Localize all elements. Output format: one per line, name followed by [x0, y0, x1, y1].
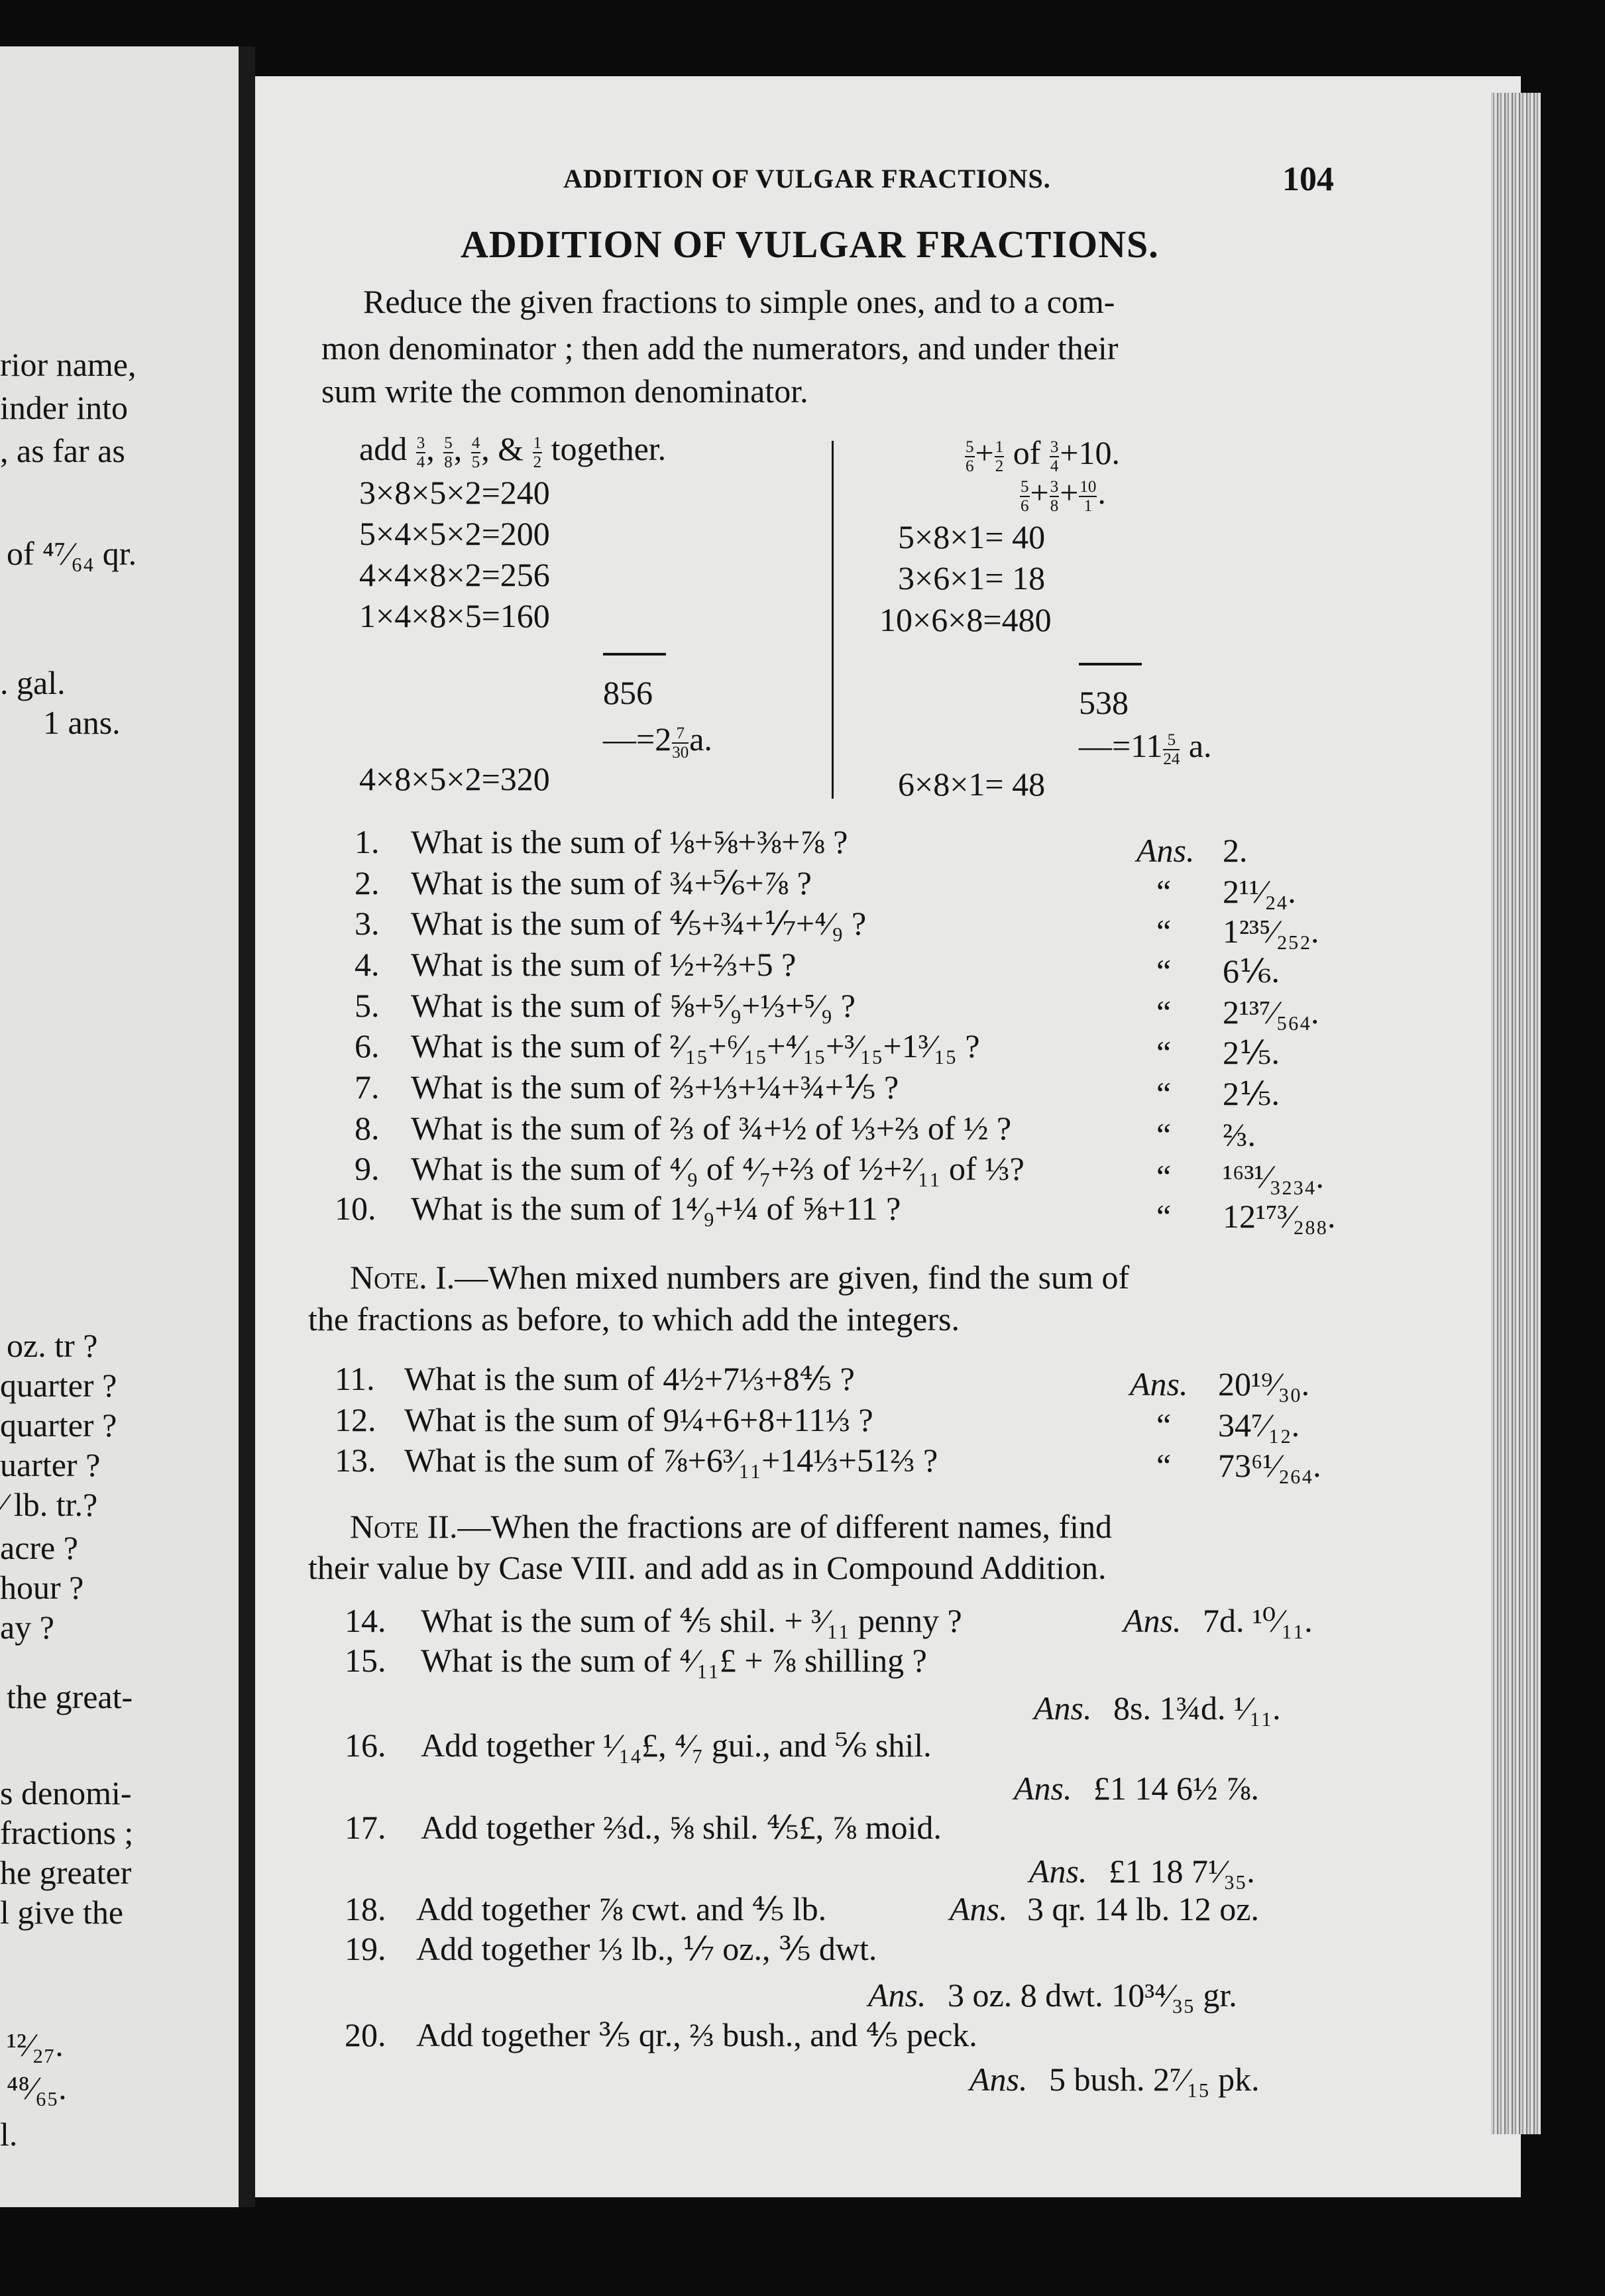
- work-product: 4×4×8×2=256: [359, 556, 550, 593]
- work-product: 1×4×8×5=160: [359, 597, 550, 634]
- question-number: 18.: [345, 1890, 386, 1927]
- left-line: ⁴⁸⁄₆₅.: [7, 2069, 67, 2106]
- example-right-reduced: $\frac{5}{6}$ + $\frac{3}{8}$ + $\frac{10}{1}$ .: [1021, 474, 1106, 515]
- fraction: $\frac{5}{6}$: [966, 437, 974, 475]
- work-sum: 856: [603, 674, 653, 711]
- left-line: uarter ?: [0, 1446, 101, 1483]
- answer: 2.: [1223, 832, 1248, 869]
- work-product: 5×8×1= 40: [898, 518, 1046, 555]
- rule-line: Reduce the given fractions to simple ones, and to a com-: [363, 283, 1115, 320]
- answer: 73⁶¹⁄₂₆₄.: [1218, 1447, 1321, 1484]
- answer-label: Ans.: [1029, 1853, 1087, 1890]
- sum-rule: [603, 653, 666, 656]
- work-product: 10×6×8=480: [879, 601, 1052, 638]
- left-line: ⁄ lb. tr.?: [0, 1486, 98, 1523]
- example-right-statement: $\frac{5}{6}$ + $\frac{1}{2}$ of $\frac{3}{4}$ +10.: [966, 434, 1121, 475]
- question-number: 19.: [345, 1930, 386, 1967]
- answer: 5 bush. 2⁷⁄₁₅ pk.: [1049, 2061, 1260, 2098]
- question-text: Add together ⅓ lb., ⅐ oz., ⅗ dwt.: [416, 1930, 877, 1967]
- question-number: 11.: [335, 1360, 375, 1397]
- answer-label: Ans.: [1123, 1602, 1182, 1639]
- question-text: Add together ¹⁄₁₄£, ⁴⁄₇ gui., and ⅚ shil.: [421, 1727, 932, 1764]
- work-sum: 538: [1079, 684, 1129, 721]
- question-text: What is the sum of ⅔+⅓+¼+¾+⅕ ?: [411, 1068, 899, 1106]
- left-line: ay ?: [0, 1609, 54, 1646]
- left-line: acre ?: [0, 1529, 78, 1566]
- question-number: 7.: [355, 1068, 380, 1106]
- answer: 7d. ¹⁰⁄₁₁.: [1203, 1602, 1313, 1639]
- left-line: oz. tr ?: [7, 1327, 98, 1364]
- fraction: $\frac{3}{4}$: [1050, 437, 1059, 475]
- fraction: $\frac{5}{6}$: [1021, 477, 1029, 515]
- answer: ⅔.: [1223, 1116, 1256, 1153]
- answer: 6⅙.: [1223, 952, 1280, 990]
- left-line: quarter ?: [0, 1406, 117, 1444]
- question-text: What is the sum of ½+⅔+5 ?: [411, 946, 797, 983]
- answer-label: Ans.: [950, 1890, 1008, 1927]
- question-text: What is the sum of ⅝+⁵⁄₉+⅓+⁵⁄₉ ?: [411, 987, 856, 1024]
- page-number: 104: [1282, 160, 1334, 198]
- book-gutter: [239, 46, 255, 2207]
- work-result: —=2 $\frac{7}{30}$ a.: [603, 720, 712, 762]
- question-text: Add together ⅔d., ⅝ shil. ⅘£, ⅞ moid.: [421, 1809, 942, 1846]
- left-line: ¹²⁄₂₇.: [7, 2026, 64, 2063]
- page-title: ADDITION OF VULGAR FRACTIONS.: [461, 223, 1159, 266]
- answer-ditto: “: [1156, 913, 1172, 950]
- answer: 3 qr. 14 lb. 12 oz.: [1027, 1890, 1259, 1927]
- fraction: $\frac{1}{2}$: [533, 433, 542, 471]
- work-denominator: 4×8×5×2=320: [359, 760, 550, 797]
- fraction: $\frac{3}{4}$: [416, 433, 425, 471]
- add-word: add: [359, 430, 408, 467]
- question-text: Add together ⅗ qr., ⅔ bush., and ⅘ peck.: [416, 2016, 977, 2053]
- example-left-statement: add $\frac{3}{4}$ , $\frac{5}{8}$ , $\frac{4}{5}$ , & $\frac{1}{2}$ together.: [359, 430, 667, 471]
- left-line: of ⁴⁷⁄₆₄ qr.: [7, 535, 137, 572]
- question-text: What is the sum of ⅞+6³⁄₁₁+14⅓+51⅔ ?: [404, 1442, 938, 1479]
- answer-ditto: “: [1156, 1034, 1172, 1071]
- question-text: What is the sum of ⅘+¾+⅐+⁴⁄₉ ?: [411, 905, 867, 942]
- question-number: 16.: [345, 1727, 386, 1764]
- left-line: inder into: [0, 389, 129, 426]
- question-number: 4.: [355, 946, 380, 983]
- answer-ditto: “: [1156, 1406, 1172, 1444]
- question-text: What is the sum of ⅘ shil. + ³⁄₁₁ penny ?: [421, 1602, 962, 1639]
- left-line: fractions ;: [0, 1814, 134, 1851]
- fraction: $\frac{5}{8}$: [444, 433, 453, 471]
- question-text: What is the sum of ⁴⁄₉ of ⁴⁄₇+⅔ of ½+²⁄₁₁ of ⅓?: [411, 1150, 1024, 1187]
- note-one: Note. I.—When mixed numbers are given, find the sum of: [350, 1259, 1130, 1296]
- answer: 1²³⁵⁄₂₅₂.: [1223, 913, 1319, 950]
- question-number: 1.: [355, 823, 380, 860]
- left-line: quarter ?: [0, 1367, 117, 1404]
- answer: 34⁷⁄₁₂.: [1218, 1406, 1300, 1444]
- question-number: 15.: [345, 1642, 386, 1679]
- question-number: 14.: [345, 1602, 386, 1639]
- answer-ditto: “: [1156, 1198, 1172, 1235]
- running-title: ADDITION OF VULGAR FRACTIONS.: [563, 164, 1051, 194]
- question-text: What is the sum of ⅔ of ¾+½ of ⅓+⅔ of ½ ?: [411, 1110, 1012, 1147]
- answer-label: Ans.: [1136, 832, 1195, 869]
- answer-label: Ans.: [1014, 1770, 1072, 1807]
- fraction: $\frac{4}{5}$: [471, 433, 480, 471]
- work-product: 3×6×1= 18: [898, 559, 1046, 597]
- question-number: 9.: [355, 1150, 380, 1187]
- answer-ditto: “: [1156, 994, 1172, 1031]
- answer-ditto: “: [1156, 873, 1172, 910]
- question-text: What is the sum of 1⁴⁄₉+¼ of ⅝+11 ?: [411, 1190, 901, 1227]
- answer-ditto: “: [1156, 1158, 1172, 1195]
- answer-label: Ans.: [969, 2061, 1028, 2098]
- question-text: What is the sum of ⅛+⅝+⅜+⅞ ?: [411, 823, 848, 860]
- answer: 3 oz. 8 dwt. 10³⁴⁄₃₅ gr.: [948, 1977, 1237, 2014]
- rule-line: sum write the common denominator.: [321, 373, 808, 410]
- question-number: 8.: [355, 1110, 380, 1147]
- question-number: 6.: [355, 1027, 380, 1064]
- fraction: $\frac{7}{30}$: [672, 724, 689, 762]
- question-number: 5.: [355, 987, 380, 1024]
- answer-ditto: “: [1156, 1116, 1172, 1153]
- question-text: What is the sum of ⁴⁄₁₁£ + ⅞ shilling ?: [421, 1642, 927, 1679]
- left-line: . gal.: [0, 664, 66, 701]
- column-divider: [832, 441, 834, 799]
- work-product: 5×4×5×2=200: [359, 515, 550, 552]
- answer: £1 14 6½ ⅞.: [1093, 1770, 1259, 1807]
- left-line: 1 ans.: [43, 704, 121, 741]
- question-number: 2.: [355, 864, 380, 901]
- question-text: What is the sum of 4½+7⅓+8⅘ ?: [404, 1360, 855, 1397]
- question-number: 3.: [355, 905, 380, 942]
- work-denominator: 6×8×1= 48: [898, 766, 1046, 803]
- fraction: $\frac{10}{1}$: [1079, 477, 1097, 515]
- together-word: together.: [551, 430, 667, 467]
- work-result: —=11 $\frac{5}{24}$ a.: [1079, 727, 1212, 768]
- question-text: What is the sum of ²⁄₁₅+⁶⁄₁₅+⁴⁄₁₅+³⁄₁₅+1³⁄₁₅ ?: [411, 1027, 980, 1064]
- note-one-continued: the fractions as before, to which add the integers.: [308, 1300, 960, 1338]
- answer: 2⅕.: [1223, 1075, 1280, 1112]
- answer-label: Ans.: [1130, 1365, 1188, 1403]
- answer-label: Ans.: [868, 1977, 926, 2014]
- note-label: Note II.: [350, 1508, 458, 1545]
- question-number: 13.: [335, 1442, 376, 1479]
- left-line: hour ?: [0, 1569, 84, 1606]
- page-edge: [1491, 93, 1541, 2134]
- answer: 20¹⁹⁄₃₀.: [1218, 1365, 1310, 1403]
- left-line: he greater: [0, 1854, 132, 1891]
- question-number: 12.: [335, 1401, 376, 1438]
- rule-line: mon denominator ; then add the numerators, and under their: [321, 329, 1119, 367]
- answer-ditto: “: [1156, 1075, 1172, 1112]
- sum-rule: [1079, 663, 1142, 665]
- answer-label: Ans.: [1034, 1690, 1092, 1727]
- answer: 2¹¹⁄₂₄.: [1223, 873, 1296, 910]
- left-line: rior name,: [0, 346, 137, 383]
- left-line: s denomi-: [0, 1774, 132, 1811]
- answer: 8s. 1¾d. ¹⁄₁₁.: [1113, 1690, 1281, 1727]
- note-two-continued: their value by Case VIII. and add as in Compound Addition.: [308, 1549, 1107, 1586]
- question-number: 20.: [345, 2016, 386, 2053]
- left-line: l give the: [0, 1894, 124, 1931]
- note-label: Note. I.: [350, 1259, 455, 1296]
- answer-ditto: “: [1156, 952, 1172, 990]
- work-product: 3×8×5×2=240: [359, 474, 550, 511]
- question-text: Add together ⅞ cwt. and ⅘ lb.: [416, 1890, 827, 1927]
- answer: 12¹⁷³⁄₂₈₈.: [1223, 1198, 1336, 1235]
- question-text: What is the sum of ¾+⅚+⅞ ?: [411, 864, 812, 901]
- question-number: 17.: [345, 1809, 386, 1846]
- answer: 2⅕.: [1223, 1034, 1280, 1071]
- answer: 2¹³⁷⁄₅₆₄.: [1223, 994, 1319, 1031]
- fraction: $\frac{3}{8}$: [1050, 477, 1059, 515]
- answer: £1 18 7¹⁄₃₅.: [1109, 1853, 1255, 1890]
- fraction: $\frac{1}{2}$: [995, 437, 1004, 475]
- fraction: $\frac{5}{24}$: [1163, 730, 1180, 768]
- question-text: What is the sum of 9¼+6+8+11⅓ ?: [404, 1401, 873, 1438]
- left-line: l.: [0, 2116, 18, 2153]
- note-two: Note II.—When the fractions are of different names, find: [350, 1508, 1113, 1545]
- answer: ¹⁶³¹⁄₃₂₃₄.: [1223, 1158, 1324, 1195]
- question-number: 10.: [335, 1190, 376, 1227]
- left-line: , as far as: [0, 432, 125, 469]
- left-page-fragment: [0, 46, 239, 2207]
- left-line: the great-: [7, 1678, 133, 1715]
- answer-ditto: “: [1156, 1447, 1172, 1484]
